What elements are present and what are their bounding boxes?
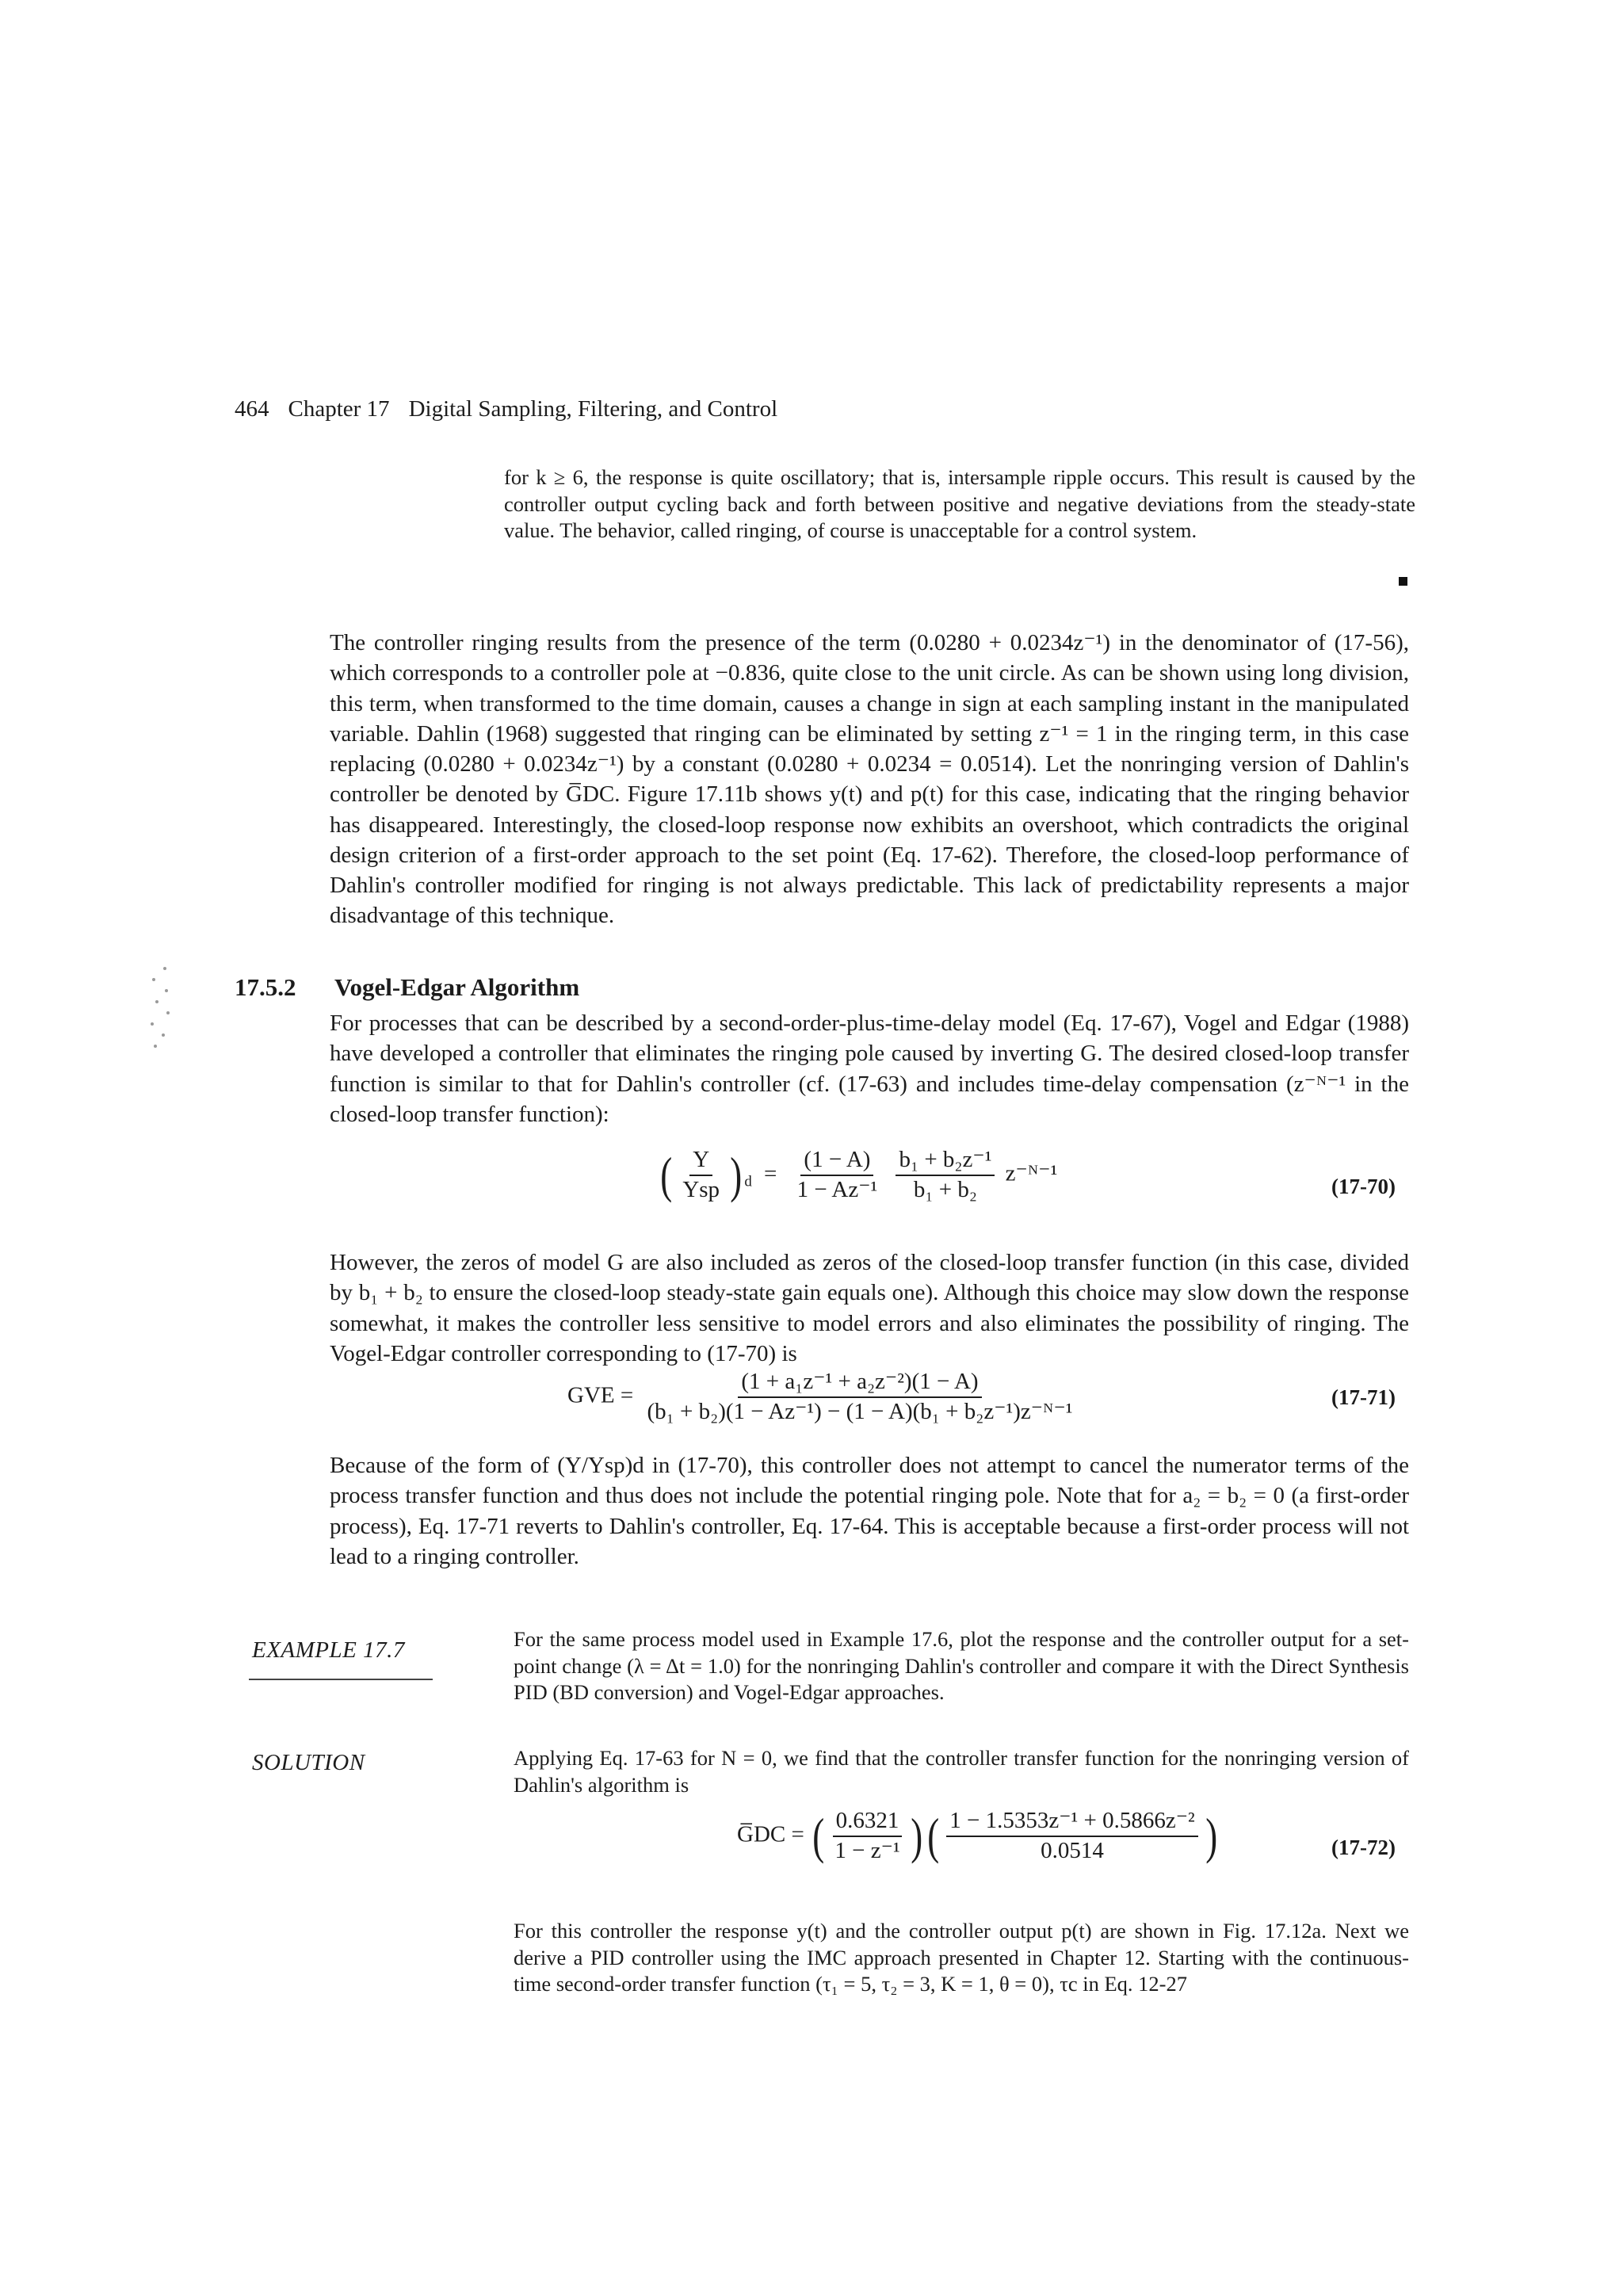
eq70-lhs-sub: d [744,1173,752,1190]
end-of-example-mark [1399,577,1407,586]
paragraph-form: Because of the form of (Y/Ysp)d in (17-70), this controller does not attempt to cancel the numerator terms of the process transfer function and thus does not include the potential ringing pole. Note that for a₂ = b₂ = 0 (a first-order process), Eq. 17-71 reverts to Dahlin's controller, Eq. 17-64. This is acceptable because a first-order process will not lead to a ringing controller. [330,1453,1409,1569]
equation-number-17-72: (17-72) [1331,1836,1396,1859]
chapter-title: Digital Sampling, Filtering, and Control [408,396,778,422]
equation-17-71 [567,1370,1080,1425]
eq72-f1-num: 0.6321 [833,1809,903,1837]
paragraph-example: For the same process model used in Example 17.6, plot the response and the controller output for a set-point change (λ = Δt = 1.0) for the nonringing Dahlin's controller and compare it with the Direct Synthesis PID (BD conversion) and Vogel-Edgar approaches. [514,1627,1409,1705]
equation-17-72: G̅DC = ( $\frac{0.6321}{\text{1 − z⁻¹}}$ )( $\frac{\text{1 − 1.5353z⁻¹ + 0.5866z⁻²}}{0.0514}$ ) [737,1807,1217,1864]
paragraph-final: For this controller the response y(t) and the controller output p(t) are shown in Fig. 17.12a. Next we derive a PID controller using the IMC approach presented in Chapter 12. Starting with the continuous-time second-order transfer function (τ₁ = 5, τ₂ = 3, K = 1, θ = 0), τc in Eq. 12-27 [514,1919,1409,1996]
eq70-f2-num: b₁ + b₂z⁻¹ [896,1148,995,1176]
section-number: 17.5.2 [235,973,296,1001]
eq71-lhs: GVE = [567,1382,634,1408]
paragraph-vogel-intro: For processes that can be described by a second-order-plus-time-delay model (Eq. 17-67), Vogel and Edgar (1988) have developed a controller that eliminates the ringing pole caused by inverting G. The desired closed-loop transfer function is similar to that for Dahlin's controller (cf. (17-63) and includes time-delay compensation (z⁻ᴺ⁻¹ in the closed-loop transfer function): [330,1010,1409,1127]
eq72-lhs: G̅DC = [737,1821,804,1847]
eq70-lhs-num: Y [689,1148,712,1176]
eq72-f2-den: 0.0514 [1041,1837,1104,1863]
eq70-f1-den: 1 − Az⁻¹ [796,1176,878,1202]
solution-label: SOLUTION [252,1750,365,1775]
eq71-num: (1 + a₁z⁻¹ + a₂z⁻²)(1 − A) [738,1370,981,1398]
running-head [235,396,777,422]
section-title: Vogel-Edgar Algorithm [334,973,580,1001]
equation-number-17-70: (17-70) [1331,1175,1396,1198]
margin-scan-marks [139,967,178,1054]
equation-number-17-71: (17-71) [1331,1385,1396,1409]
chapter-label: Chapter 17 [288,396,390,422]
paragraph-ringing-end: for k ≥ 6, the response is quite oscillatory; that is, intersample ripple occurs. This result is caused by the controller output cycling back and forth between positive and negative deviations from the steady-state value. The behavior, called ringing, of course is unacceptable for a control system. [504,465,1415,543]
eq72-f1-den: 1 − z⁻¹ [834,1837,900,1863]
paragraph-controller-ringing: The controller ringing results from the presence of the term (0.0280 + 0.0234z⁻¹) in the denominator of (17-56), which corresponds to a controller pole at −0.836, quite close to the unit circle. As can be shown using long division, this term, when transformed to the time domain, causes a change in sign at each sampling instant in the manipulated variable. Dahlin (1968) suggested that ringing can be eliminated by setting z⁻¹ = 1 in the ringing term, in this case replacing (0.0280 + 0.0234z⁻¹) by a constant (0.0280 + 0.0234 = 0.0514). Let the nonringing version of Dahlin's controller be denoted by G̅DC. Figure 17.11b shows y(t) and p(t) for this case, indicating that the ringing behavior has disappeared. Interestingly, the closed-loop response now exhibits an overshoot, which contradicts the original design criterion of a first-order approach to the set point (Eq. 17-62). Therefore, the closed-loop performance of Dahlin's controller modified for ringing is not always predictable. This lack of predictability represents a major disadvantage of this technique. [330,630,1409,929]
eq71-den: (b₁ + b₂)(1 − Az⁻¹) − (1 − A)(b₁ + b₂z⁻¹)z⁻ᴺ⁻¹ [647,1398,1073,1424]
eq70-f2-den: b₁ + b₂ [913,1176,977,1202]
eq70-tail: z⁻ᴺ⁻¹ [1005,1160,1058,1186]
eq70-f1-num: (1 − A) [800,1148,873,1176]
example-rule [249,1679,433,1680]
paragraph-solution: Applying Eq. 17-63 for N = 0, we find that the controller transfer function for the nonringing version of Dahlin's algorithm is [514,1746,1409,1797]
page-number: 464 [235,396,269,422]
example-label: EXAMPLE 17.7 [252,1637,405,1663]
eq70-lhs-den: Ysp [682,1176,720,1202]
equation-17-70: ( $\frac{Y}{\text{Ysp}}$ ) $_d$ = $\frac{(1 - A)}{\text{1 − Az⁻¹}}$ $\frac{\text{b₁ + b₂z⁻¹}}{\text{b₁ + b₂}}$ z⁻ᴺ⁻¹ [660,1146,1058,1203]
paragraph-zeros: However, the zeros of model G are also included as zeros of the closed-loop transfer function (in this case, divided by b₁ + b₂ to ensure the closed-loop steady-state gain equals one). Although this choice may slow down the response somewhat, it makes the controller less sensitive to model errors and also eliminates the possibility of ringing. The Vogel-Edgar controller corresponding to (17-70) is [330,1250,1409,1366]
eq72-f2-num: 1 − 1.5353z⁻¹ + 0.5866z⁻² [946,1809,1197,1837]
